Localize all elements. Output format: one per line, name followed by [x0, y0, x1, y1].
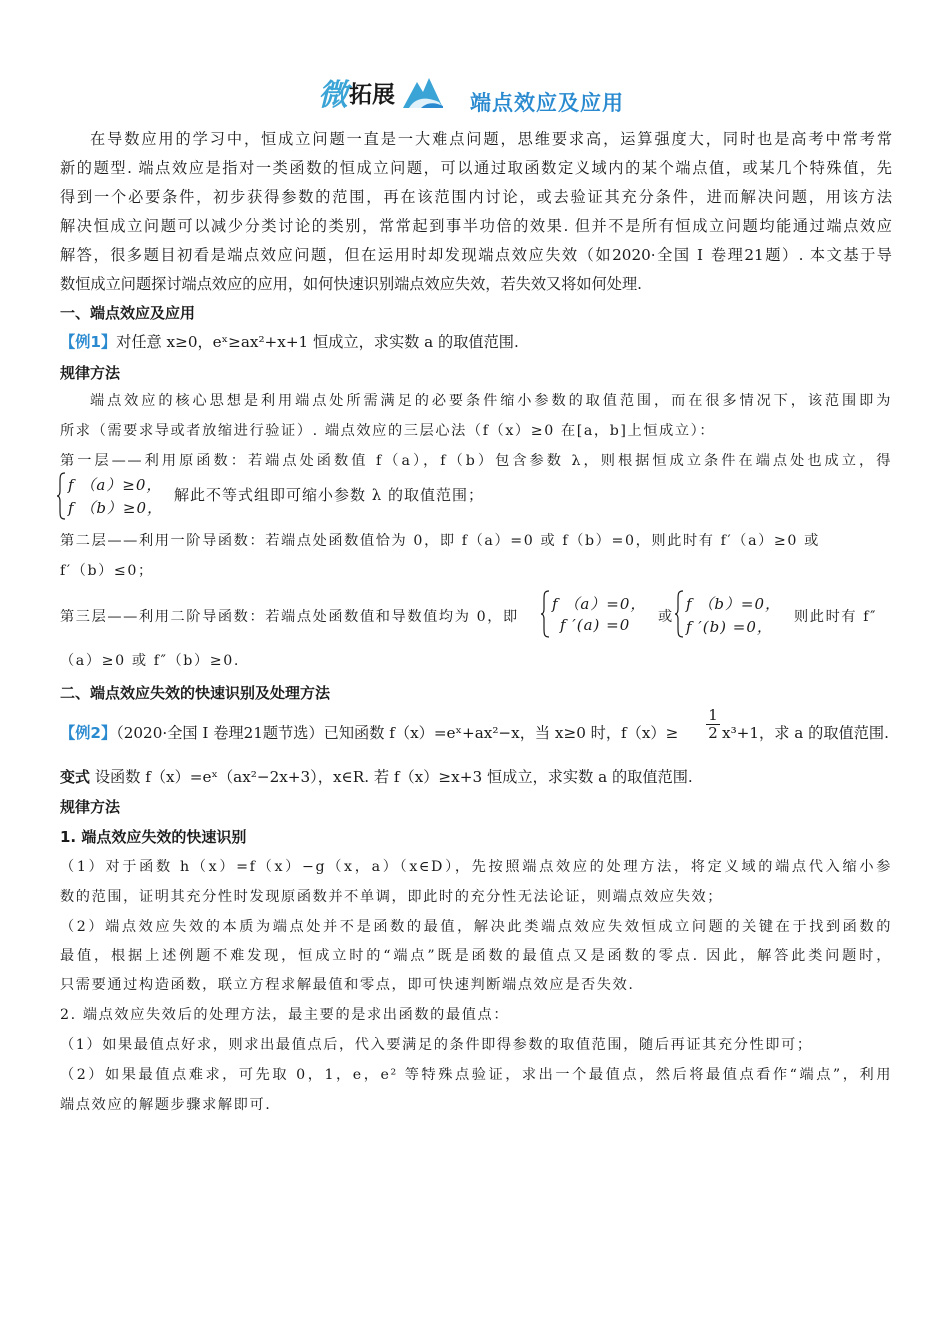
- method-line: 所求（需要求导或者放缩进行验证）. 端点效应的三层心法（f（x）≥0 在[a，b]上恒成立）：: [60, 423, 716, 439]
- example-1: [60, 331, 892, 352]
- left-brace-icon: [674, 590, 684, 638]
- example-label: 【例1】: [60, 333, 117, 351]
- equation-system: [674, 590, 794, 640]
- sub-heading: 2. 端点效应失效后的处理方法，最主要的是求出函数的最值点：: [60, 1007, 510, 1023]
- system-row: f （b）=0，: [686, 595, 782, 613]
- sub-heading: 1. 端点效应失效的快速识别: [60, 828, 247, 846]
- intro-line: 在导数应用的学习中，恒成立问题一直是一大难点问题，思维要求高，运算强度大，同时也是高考中常考常: [90, 130, 892, 148]
- intro-line: 新的题型. 端点效应是指对一类函数的恒成立问题，可以通过取函数定义域内的某个端点值，或某几个特殊值，先: [60, 159, 892, 177]
- left-brace-icon: [56, 472, 66, 520]
- method-line: （2）如果最值点难求，可先取 0，1，e，e² 等特殊点验证，求出一个最值点，然后将最值点看作“端点”，利用: [60, 1067, 892, 1083]
- method-line: 数的范围，证明其充分性时发现原函数并不单调，即此时的充分性无法论证，则端点效应失效；: [60, 889, 724, 905]
- method-line: （1）如果最值点好求，则求出最值点后，代入要满足的条件即得参数的取值范围，随后再证其充分性即可；: [60, 1037, 813, 1053]
- logo-prefix: 微: [318, 78, 347, 113]
- left-brace-icon: [540, 590, 550, 638]
- intro-line: 解决恒成立问题可以减少分类讨论的类别，常常起到事半功倍的效果. 但并不是所有恒成立问题均能通过端点效应: [60, 217, 892, 235]
- method-line: （2）端点效应失效的本质为端点处并不是函数的最值，解决此类端点效应失效恒成立问题的关键在于找到函数的: [60, 919, 892, 935]
- layer-3: 第三层——利用二阶导函数：若端点处函数值和导数值均为 0，即: [60, 609, 519, 625]
- system-row: f ′(b) =0，: [686, 618, 773, 636]
- method-heading: 规律方法: [60, 798, 121, 816]
- method-line: 最值，根据上述例题不难发现，恒成立时的“端点”既是函数的最值点又是函数的零点. 因此，解答此类问题时，: [60, 948, 892, 964]
- equation-system: [56, 472, 485, 522]
- variant-label: 变式: [60, 768, 91, 786]
- variant-text: 设函数 f（x）=eˣ（ax²−2x+3），x∈R. 若 f（x）≥x+3 恒成立，求实数 a 的取值范围.: [94, 768, 693, 786]
- intro-line: 数恒成立问题探讨端点效应的应用，如何快速识别端点效应失效，若失效又将如何处理.: [60, 275, 642, 293]
- method-line: 第一层——利用原函数：若端点处函数值 f（a），f（b）包含参数 λ，则根据恒成立条件在端点处也成立，得: [60, 453, 892, 469]
- logo-text: 拓展: [349, 81, 395, 108]
- or-text: 或: [658, 609, 674, 625]
- method-line: 端点效应的核心思想是利用端点处所需满足的必要条件缩小参数的取值范围，而在很多情况下，该范围即为: [90, 393, 892, 409]
- example-text-end: x³+1，求 a 的取值范围.: [722, 724, 889, 742]
- mountain-logo-icon: [399, 72, 445, 112]
- section-heading: 一、端点效应及应用: [60, 304, 196, 322]
- intro-line: 得到一个必要条件，初步获得参数的范围，再在该范围内讨论，或去验证其充分条件，进而解决问题，用该方法: [60, 188, 892, 206]
- system-row: f （a）≥0，: [68, 476, 163, 494]
- intro-line: 解答，很多题目初看是端点效应问题，但在运用时却发现端点效应失效（如2020·全国 Ⅰ 卷理21题）. 本文基于导: [60, 246, 892, 264]
- method-line: 只需要通过构造函数，联立方程求解最值和零点，即可快速判断端点效应是否失效.: [60, 977, 635, 993]
- method-line: （1）对于函数 h（x）=f（x）−g（x，a）（x∈D），先按照端点效应的处理方法，将定义域的端点代入缩小参: [60, 859, 892, 875]
- system-note: 解此不等式组即可缩小参数 λ 的取值范围；: [174, 486, 485, 504]
- layer-2-cont: f′（b）≤0；: [60, 563, 154, 579]
- method-heading: 规律方法: [60, 364, 121, 382]
- fraction-numerator: 1: [708, 706, 718, 724]
- example-text: 对任意 x≥0，eˣ≥ax²+x+1 恒成立，求实数 a 的取值范围.: [116, 333, 519, 351]
- system-row: f ′(a) =0: [560, 616, 631, 634]
- section-heading: 二、端点效应失效的快速识别及处理方法: [60, 684, 331, 702]
- layer-3-after: 则此时有 f″: [794, 609, 878, 625]
- variant: [60, 766, 892, 787]
- example-text: （2020·全国 Ⅰ 卷理21题节选）已知函数 f（x）=eˣ+ax²−x，当 x≥0 时，f（x）≥: [116, 724, 679, 742]
- fraction: [706, 708, 720, 741]
- system-row: f （b）≥0，: [68, 499, 164, 517]
- method-line: 端点效应的解题步骤求解即可.: [60, 1097, 272, 1113]
- header-logo-block: [318, 70, 445, 114]
- layer-3-cont: （a）≥0 或 f″（b）≥0.: [60, 653, 240, 669]
- example-label: 【例2】: [60, 724, 117, 742]
- fraction-denominator: 2: [708, 724, 718, 742]
- layer-2: 第二层——利用一阶导函数：若端点处函数值恰为 0，即 f（a）=0 或 f（b）=0，则此时有 f′（a）≥0 或: [60, 533, 820, 549]
- system-row: f （a）=0，: [552, 595, 647, 613]
- page-title: 端点效应及应用: [470, 91, 624, 115]
- equation-system: [540, 590, 660, 640]
